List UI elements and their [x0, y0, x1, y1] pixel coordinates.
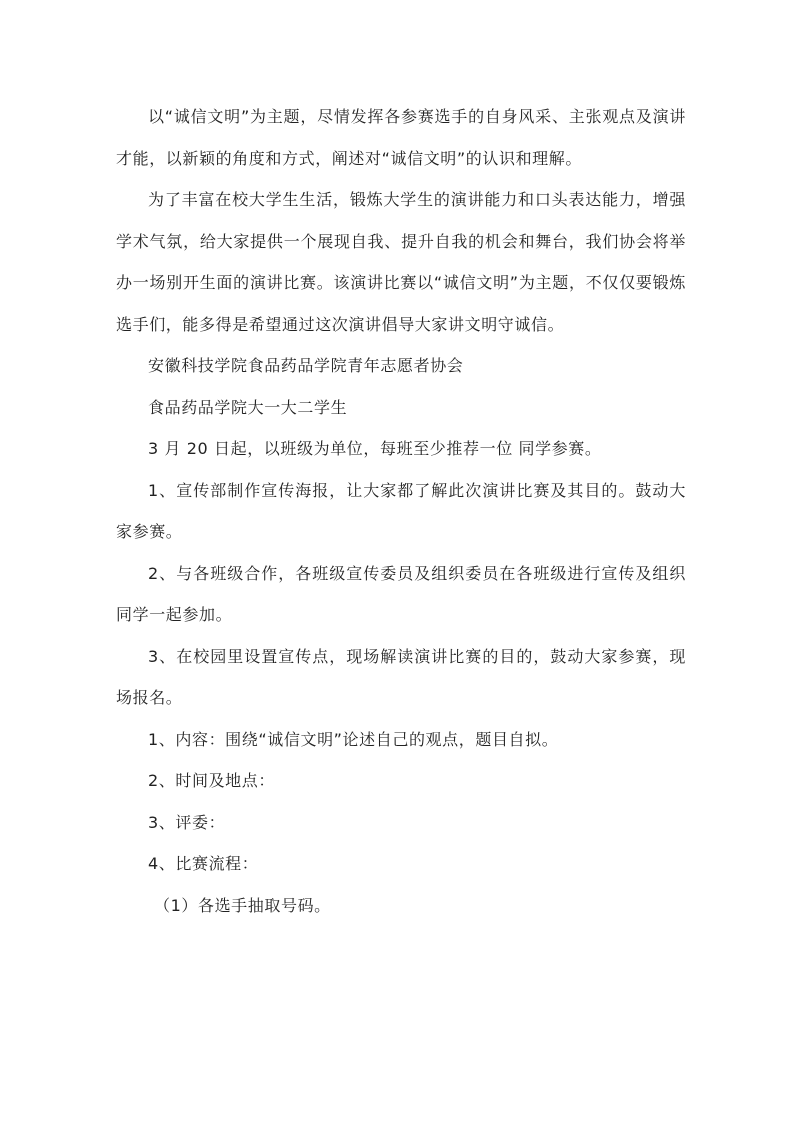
paragraph-time-place: 2、时间及地点：: [148, 771, 275, 790]
paragraph-procedure-step-1: （1）各选手抽取号码。: [154, 895, 331, 915]
paragraph-content: 1、内容：围绕“诚信文明”论述自己的观点，题目自拟。: [148, 729, 559, 749]
document-body: [116, 96, 686, 926]
paragraph-organizer: 安徽科技学院食品药品学院青年志愿者协会: [148, 356, 464, 375]
paragraph-promotion-2: 2、与各班级合作，各班级宣传委员及组织委员在各班级进行宣传及组织同学一起参加。: [116, 563, 686, 624]
paragraph-promotion-1: 1、宣传部制作宣传海报，让大家都了解此次演讲比赛及其目的。鼓动大家参赛。: [116, 480, 686, 541]
paragraph-promotion-3: 3、在校园里设置宣传点，现场解读演讲比赛的目的，鼓动大家参赛，现场报名。: [116, 646, 686, 707]
paragraph-participants: 食品药品学院大一大二学生: [148, 397, 348, 417]
paragraph-registration: 3 月 20 日起，以班级为单位，每班至少推荐一位 同学参赛。: [148, 439, 602, 458]
paragraph-theme: 以“诚信文明”为主题，尽情发挥各参赛选手的自身风采、主张观点及演讲才能，以新颖的角度和方式，阐述对“诚信文明”的认识和理解。: [116, 107, 686, 168]
paragraph-judges: 3、评委：: [148, 812, 226, 832]
paragraph-purpose: 为了丰富在校大学生生活，锻炼大学生的演讲能力和口头表达能力，增强学术气氛，给大家提供一个展现自我、提升自我的机会和舞台，我们协会将举办一场别开生面的演讲比赛。该演讲比赛以“诚信文明”为主题，不仅仅要锻炼选手们，能多得是希望通过这次演讲倡导大家讲文明守诚信。: [116, 190, 686, 334]
paragraph-procedure: 4、比赛流程：: [148, 854, 259, 873]
